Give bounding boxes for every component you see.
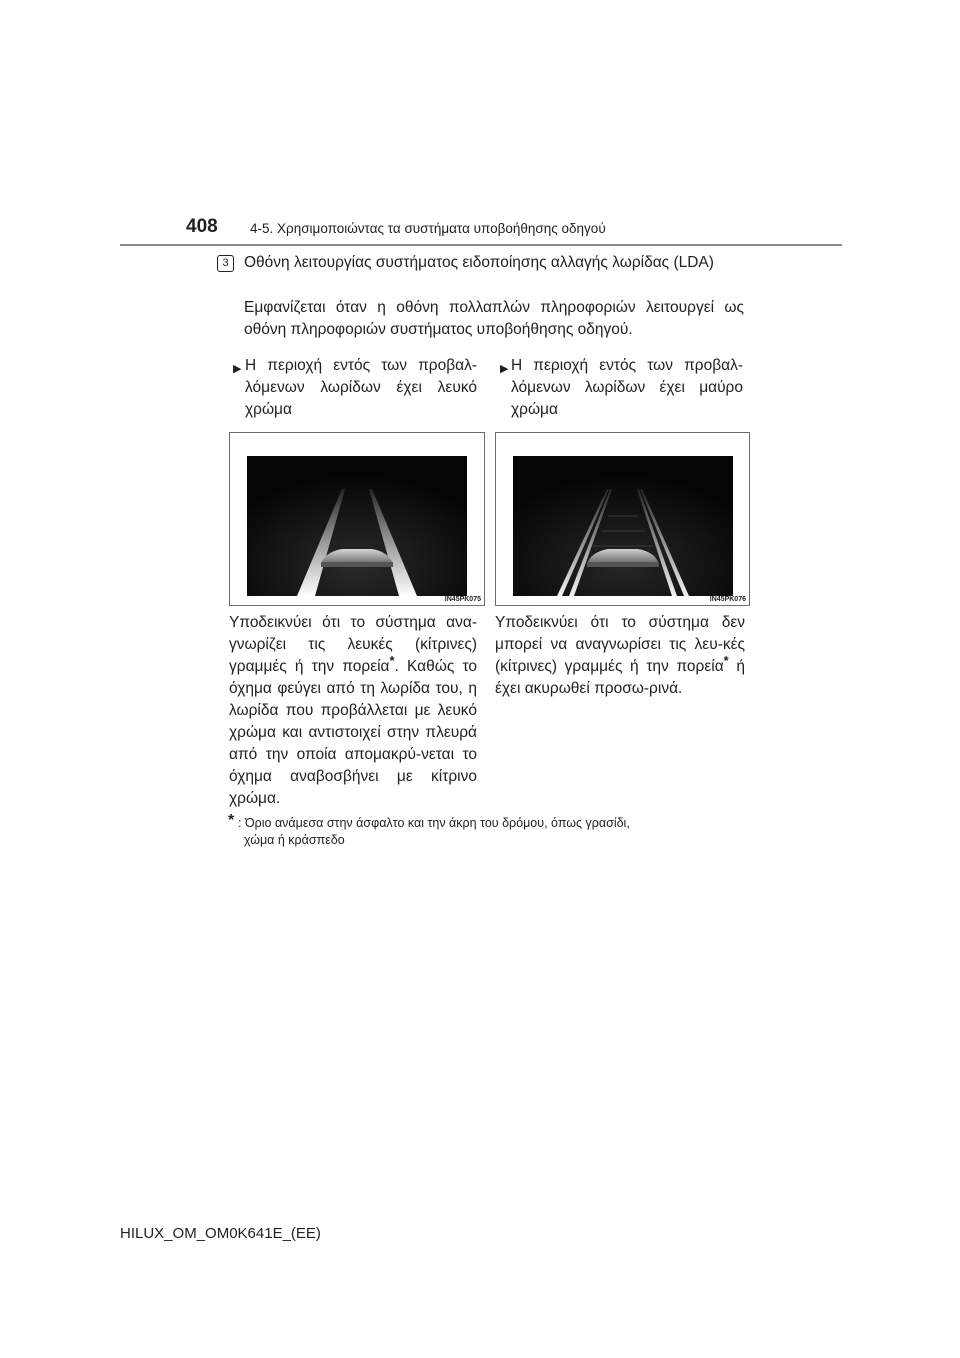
footnote-reference: * — [389, 652, 395, 668]
right-caption — [495, 612, 745, 700]
item-description: Εμφανίζεται όταν η οθόνη πολλαπλών πληροφοριών λειτουργεί ως οθόνη πληροφοριών συστήματος υποβοήθησης οδηγού. — [244, 299, 744, 338]
figure-white-lanes — [229, 432, 485, 606]
right-caption-part2: ή έχει ακυρωθεί προσω-ρινά. — [495, 658, 745, 697]
right-subheading: Η περιοχή εντός των προβαλ-λόμενων λωρίδων έχει μαύρο χρώμα — [511, 357, 743, 418]
section-title: 4-5. Χρησιμοποιώντας τα συστήματα υποβοήθησης οδηγού — [250, 221, 606, 236]
footnote — [238, 815, 745, 849]
figure-code: IN45PK076 — [709, 596, 746, 603]
left-caption-part1: Υποδεικνύει ότι το σύστημα ανα-γνωρίζει τις λευκές (κίτρινες) γραμμές ή την πορεία — [229, 614, 477, 675]
left-caption — [229, 612, 477, 810]
left-caption-part2: . Καθώς το όχημα φεύγει από τη λωρίδα του, η λωρίδα που προβάλλεται με λευκό χρώμα και αντιστοιχεί στην πλευρά από την οποία απομακρύ-νεται το όχημα αναβοσβήνει με κίτρινο χρώμα. — [229, 658, 478, 807]
item-title: Οθόνη λειτουργίας συστήματος ειδοποίησης αλλαγής λωρίδας (LDA) — [244, 254, 714, 271]
right-caption-part1: Υποδεικνύει ότι το σύστημα δεν μπορεί να αναγνωρίσει τις λευ-κές (κίτρινες) γραμμές ή την πορεία — [495, 614, 745, 675]
footnote-reference: * — [723, 652, 729, 668]
item-number-badge: 3 — [217, 255, 234, 272]
footnote-line2: χώμα ή κράσπεδο — [244, 833, 345, 847]
footnote-line1: : Όριο ανάμεσα στην άσφαλτο και την άκρη του δρόμου, όπως γρασίδι, — [238, 816, 630, 830]
triangle-right-icon: ▶ — [500, 363, 509, 375]
left-subheading: Η περιοχή εντός των προβαλ-λόμενων λωρίδων έχει λευκό χρώμα — [245, 357, 477, 418]
triangle-right-icon: ▶ — [233, 363, 242, 375]
lda-display-white-lanes-illustration — [247, 456, 467, 596]
lda-display-black-lanes-illustration — [513, 456, 733, 596]
page-number: 408 — [186, 216, 218, 237]
document-code: HILUX_OM_OM0K641E_(EE) — [120, 1225, 321, 1242]
header-rule — [120, 244, 842, 246]
figure-black-lanes — [495, 432, 750, 606]
figure-code: IN45PK075 — [444, 596, 481, 603]
footnote-mark: * — [228, 812, 235, 829]
